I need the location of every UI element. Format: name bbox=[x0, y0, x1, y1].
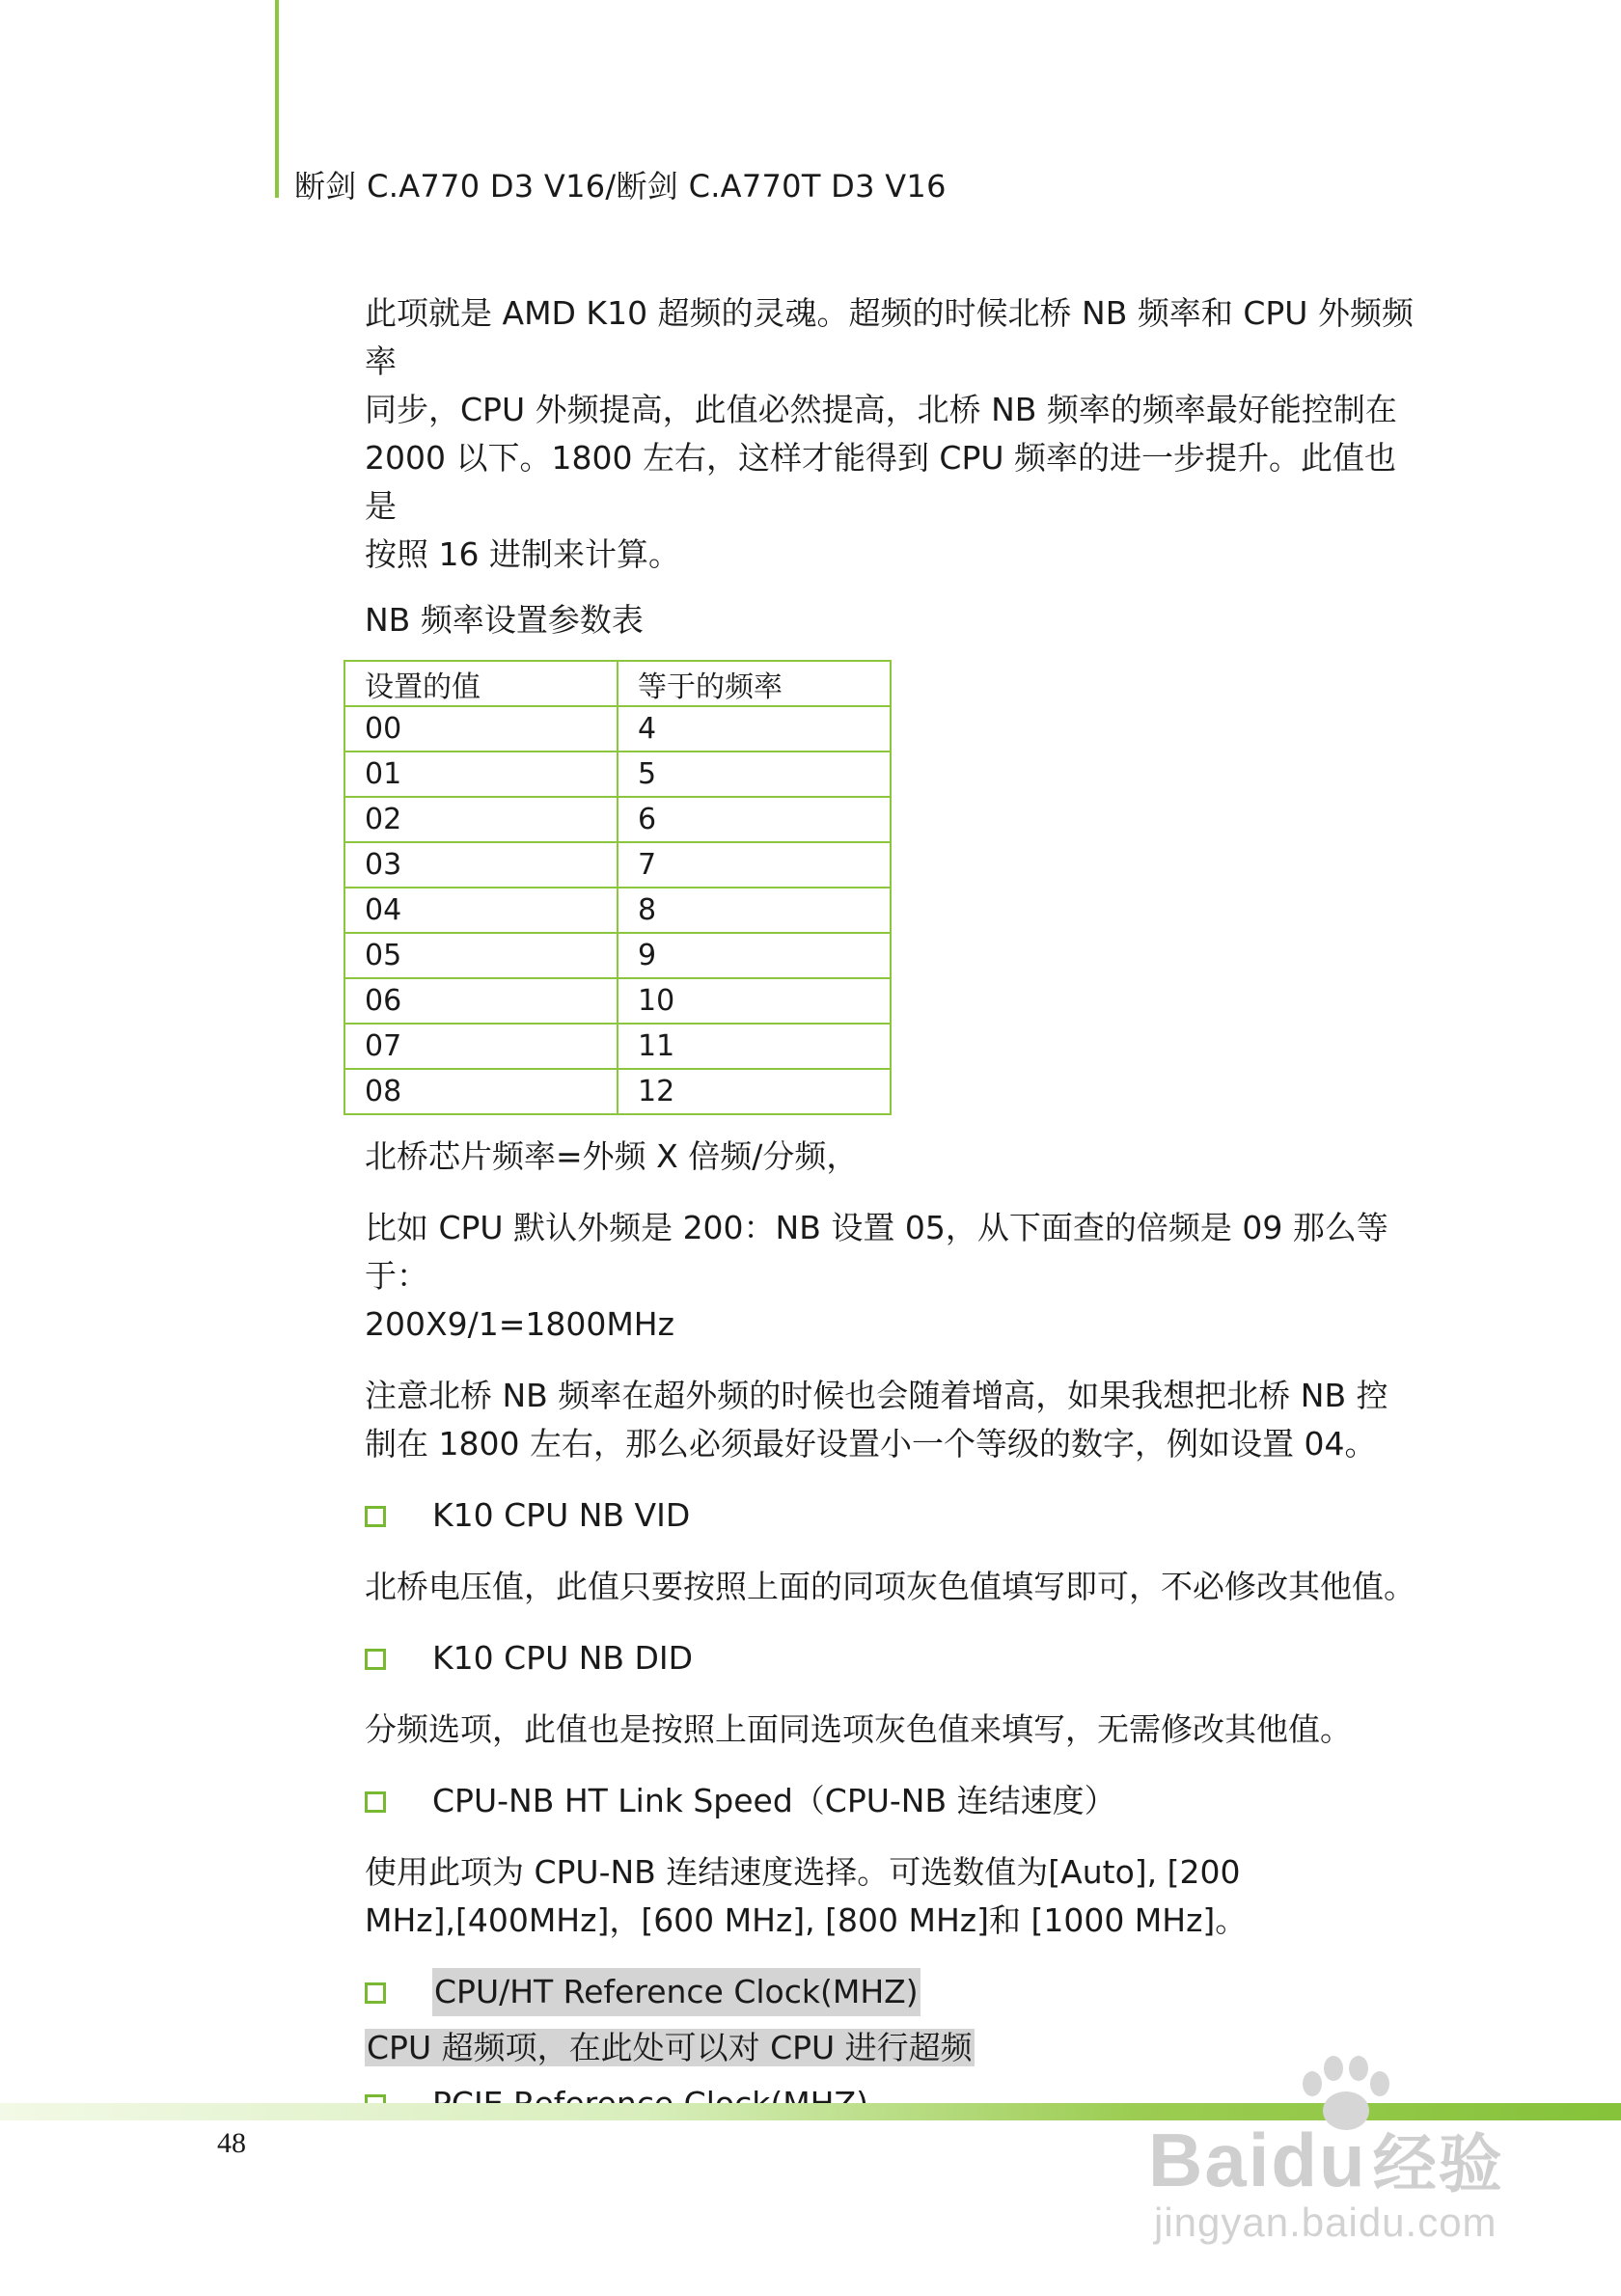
table-cell: 6 bbox=[618, 797, 891, 842]
highlighted-text: CPU 超频项，在此处可以对 CPU 进行超频 bbox=[367, 2029, 973, 2066]
page-number: 48 bbox=[217, 2127, 246, 2159]
table-row bbox=[344, 933, 891, 978]
checkbox-bullet-icon bbox=[365, 1982, 386, 2004]
table-header-cell: 等于的频率 bbox=[618, 661, 891, 706]
intro-line-1: 此项就是 AMD K10 超频的灵魂。超频的时候北桥 NB 频率和 CPU 外频频率 bbox=[365, 294, 1414, 380]
section-desc-nb-vid: 北桥电压值，此值只要按照上面的同项灰色值填写即可，不必修改其他值。 bbox=[365, 1568, 1415, 1605]
page-content bbox=[365, 289, 1421, 2128]
table-cell: 12 bbox=[618, 1069, 891, 1114]
table-cell: 01 bbox=[344, 752, 618, 797]
section-heading-ht-link bbox=[365, 1777, 1421, 1825]
table-row bbox=[344, 842, 891, 888]
table-row bbox=[344, 888, 891, 933]
intro-line-3: 2000 以下。1800 左右，这样才能得到 CPU 频率的进一步提升。此值也是 bbox=[365, 439, 1397, 525]
section-title: CPU-NB HT Link Speed（CPU-NB 连结速度） bbox=[432, 1782, 1116, 1819]
watermark-url: jingyan.baidu.com bbox=[1154, 2200, 1497, 2245]
note-line-2: 制在 1800 左右，那么必须最好设置小一个等级的数字，例如设置 04。 bbox=[365, 1425, 1377, 1462]
section-heading-nb-vid bbox=[365, 1491, 1421, 1540]
table-cell: 04 bbox=[344, 888, 618, 933]
table-cell: 03 bbox=[344, 842, 618, 888]
baidu-watermark bbox=[1148, 2055, 1573, 2248]
table-row bbox=[344, 1069, 891, 1114]
section-title: K10 CPU NB VID bbox=[432, 1496, 691, 1534]
table-cell: 06 bbox=[344, 978, 618, 1024]
table-header-row bbox=[344, 661, 891, 706]
table-cell: 4 bbox=[618, 706, 891, 752]
table-cell: 8 bbox=[618, 888, 891, 933]
table-row bbox=[344, 1024, 891, 1069]
section-desc-ht-link-1: 使用此项为 CPU-NB 连结速度选择。可选数值为[Auto], [200 bbox=[365, 1853, 1241, 1891]
table-cell: 10 bbox=[618, 978, 891, 1024]
table-caption: NB 频率设置参数表 bbox=[365, 601, 644, 639]
watermark-brand-part1: Bai bbox=[1148, 2118, 1272, 2202]
header-accent-bar bbox=[275, 0, 279, 198]
table-row bbox=[344, 797, 891, 842]
section-desc-ht-link-2: MHz],[400MHz]，[600 MHz], [800 MHz]和 [1000 MHz]。 bbox=[365, 1901, 1248, 1939]
table-cell: 11 bbox=[618, 1024, 891, 1069]
checkbox-bullet-icon bbox=[365, 1506, 386, 1527]
watermark-brand bbox=[1148, 2113, 1504, 2204]
section-title-highlighted: CPU/HT Reference Clock(MHZ) bbox=[432, 1968, 920, 2016]
table-row bbox=[344, 978, 891, 1024]
checkbox-bullet-icon bbox=[365, 1791, 386, 1813]
example-line-1: 比如 CPU 默认外频是 200：NB 设置 05，从下面查的倍频是 09 那么等于： bbox=[365, 1209, 1388, 1295]
table-row bbox=[344, 752, 891, 797]
document-header-title: 断剑 C.A770 D3 V16/断剑 C.A770T D3 V16 bbox=[294, 168, 947, 205]
watermark-brand-part2: du bbox=[1271, 2118, 1367, 2202]
checkbox-bullet-icon bbox=[365, 1649, 386, 1670]
table-header-cell: 设置的值 bbox=[344, 661, 618, 706]
table-cell: 7 bbox=[618, 842, 891, 888]
section-desc-nb-did: 分频选项，此值也是按照上面同选项灰色值来填写，无需修改其他值。 bbox=[365, 1710, 1352, 1748]
table-cell: 05 bbox=[344, 933, 618, 978]
formula-line: 北桥芯片频率=外频 X 倍频/分频， bbox=[365, 1137, 859, 1175]
table-cell: 5 bbox=[618, 752, 891, 797]
intro-line-4: 按照 16 进制来计算。 bbox=[365, 535, 680, 573]
table-cell: 07 bbox=[344, 1024, 618, 1069]
note-line-1: 注意北桥 NB 频率在超外频的时候也会随着增高，如果我想把北桥 NB 控 bbox=[365, 1377, 1388, 1414]
example-line-2: 200X9/1=1800MHz bbox=[365, 1305, 674, 1343]
table-cell: 9 bbox=[618, 933, 891, 978]
section-heading-nb-did bbox=[365, 1634, 1421, 1682]
section-heading-ref-clock bbox=[365, 1968, 1421, 2016]
table-cell: 00 bbox=[344, 706, 618, 752]
nb-frequency-table bbox=[343, 660, 892, 1115]
section-title: K10 CPU NB DID bbox=[432, 1639, 694, 1677]
table-cell: 02 bbox=[344, 797, 618, 842]
table-row bbox=[344, 706, 891, 752]
table-cell: 08 bbox=[344, 1069, 618, 1114]
watermark-brand-cn: 经验 bbox=[1372, 2128, 1504, 2200]
intro-line-2: 同步，CPU 外频提高，此值必然提高，北桥 NB 频率的频率最好能控制在 bbox=[365, 391, 1397, 428]
